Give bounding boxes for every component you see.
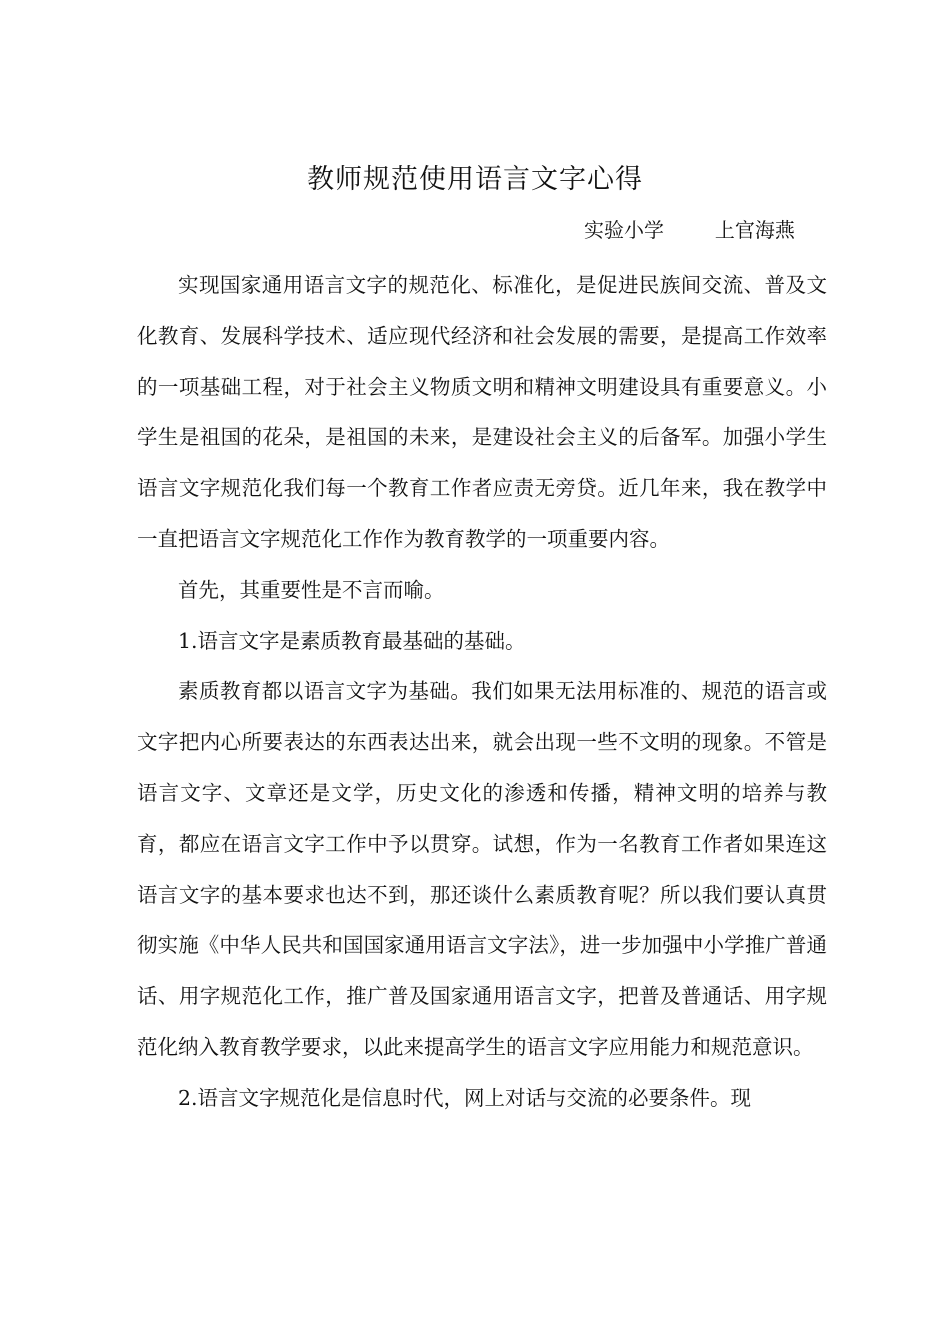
paragraph: 1.语言文字是素质教育最基础的基础。 [178,628,526,653]
paragraph: 首先，其重要性是不言而喻。 [178,577,445,602]
author-byline: 实验小学 上官海燕 [584,218,795,242]
paragraph: 素质教育都以语言文字为基础。我们如果无法用标准的、规范的语言或文字把内心所要表达的东西表达出来，就会出现一些不文明的现象。不管是语言文字、文章还是文学，历史文化的渗透和传播，精神文明的培养与教育，都应在语言文字工作中予以贯穿。试想，作为一名教育工作者如果连这语言文字的基本要求也达不到，那还谈什么素质教育呢？所以我们要认真贯彻实施《中华人民共和国国家通用语言文字法》，进一步加强中小学推广普通话、用字规范化工作，推广普及国家通用语言文字，把普及普通话、用字规范化纳入教育教学要求，以此来提高学生的语言文字应用能力和规范意识。 [137,679,827,1059]
document-title: 教师规范使用语言文字心得 [307,164,643,195]
document-body [137,260,827,1124]
paragraph: 2.语言文字规范化是信息时代，网上对话与交流的必要条件。现 [178,1085,752,1110]
paragraph: 实现国家通用语言文字的规范化、标准化，是促进民族间交流、普及文化教育、发展科学技术、适应现代经济和社会发展的需要，是提高工作效率的一项基础工程，对于社会主义物质文明和精神文明建设具有重要意义。小学生是祖国的花朵，是祖国的未来，是建设社会主义的后备军。加强小学生语言文字规范化我们每一个教育工作者应责无旁贷。近几年来，我在教学中一直把语言文字规范化工作作为教育教学的一项重要内容。 [137,273,827,551]
